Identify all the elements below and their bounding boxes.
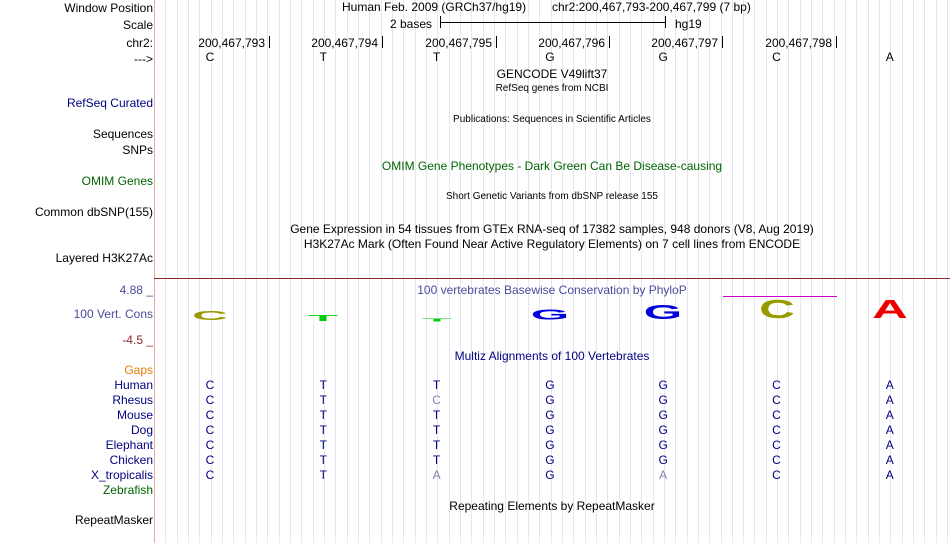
alignment-base: A — [885, 393, 894, 407]
alignment-base: T — [319, 408, 327, 422]
repeatmasker-track-title: Repeating Elements by RepeatMasker — [449, 499, 655, 513]
label-divider — [154, 0, 155, 543]
grid-line — [415, 0, 416, 543]
grid-line — [800, 0, 801, 543]
grid-line — [698, 0, 699, 543]
alignment-base: C — [205, 408, 215, 422]
species-label[interactable]: Zebrafish — [102, 483, 153, 497]
grid-line — [687, 0, 688, 543]
alignment-base: G — [658, 393, 668, 407]
ruler-tick — [269, 36, 270, 48]
alignment-base: A — [885, 423, 894, 437]
ruler-position-label: 200,467,794 — [311, 36, 378, 50]
ruler-position-label: 200,467,798 — [765, 36, 832, 50]
grid-line — [675, 0, 676, 543]
alignment-base: T — [319, 453, 327, 467]
alignment-base: C — [205, 438, 215, 452]
grid-line — [460, 0, 461, 543]
grid-line — [403, 0, 404, 543]
repeatmasker-label[interactable]: RepeatMasker — [74, 513, 153, 527]
grid-line — [392, 0, 393, 543]
grid-line — [947, 0, 948, 543]
publications-track-title: Publications: Sequences in Scientific Articles — [453, 114, 651, 125]
snps-label[interactable]: SNPs — [122, 143, 153, 157]
conservation-letter: G — [643, 299, 683, 324]
vert-cons-label[interactable]: 100 Vert. Cons — [73, 307, 153, 321]
alignment-base: A — [659, 468, 668, 482]
alignment-base: T — [432, 453, 441, 467]
cons-max-label: 4.88 _ — [119, 283, 153, 297]
alignment-base: G — [658, 423, 668, 437]
alignment-base: C — [772, 438, 781, 452]
species-label[interactable]: Chicken — [109, 453, 153, 467]
alignment-base: C — [205, 423, 215, 437]
alignment-base: C — [205, 378, 215, 392]
gtex-track-title: Gene Expression in 54 tissues from GTEx RNA-seq of 17382 samples, 948 donors (V8, Aug 2019) — [290, 222, 814, 236]
alignment-base: C — [772, 378, 781, 392]
conservation-letter: T — [308, 313, 339, 323]
grid-line — [834, 0, 835, 543]
species-label[interactable]: Rhesus — [112, 393, 153, 407]
alignment-base: T — [319, 393, 327, 407]
alignment-base: G — [658, 378, 668, 392]
refseq-track-title: RefSeq genes from NCBI — [495, 83, 609, 94]
strand-label[interactable]: ---> — [134, 52, 153, 66]
grid-line — [868, 0, 869, 543]
alignment-base: G — [545, 468, 555, 482]
grid-line — [856, 0, 857, 543]
alignment-base: G — [545, 438, 555, 452]
grid-line — [233, 0, 234, 543]
grid-line — [222, 0, 223, 543]
grid-line — [199, 0, 200, 543]
omim-track-title: OMIM Gene Phenotypes - Dark Green Can Be Disease-causing — [381, 159, 723, 173]
sequence-base: C — [205, 50, 215, 64]
grid-line — [188, 0, 189, 543]
alignment-base: C — [772, 453, 781, 467]
alignment-base: T — [432, 438, 441, 452]
h3k27ac-baseline — [154, 278, 950, 279]
ruler-tick — [836, 36, 837, 48]
cons-min-label: -4.5 _ — [122, 333, 153, 347]
grid-line — [936, 0, 937, 543]
alignment-base: T — [319, 438, 327, 452]
grid-line — [822, 0, 823, 543]
grid-line — [279, 0, 280, 543]
ruler-tick — [722, 36, 723, 48]
grid-line — [788, 0, 789, 543]
sequence-base: G — [545, 50, 555, 64]
layered-h3k27ac-label[interactable]: Layered H3K27Ac — [55, 251, 153, 265]
db-text: hg19 — [675, 17, 702, 31]
ruler-position-label: 200,467,796 — [538, 36, 605, 50]
alignment-base: A — [885, 468, 894, 482]
species-label[interactable]: Mouse — [116, 408, 153, 422]
grid-line — [721, 0, 722, 543]
alignment-base: A — [432, 468, 441, 482]
species-label[interactable]: X_tropicalis — [90, 468, 153, 482]
alignment-base: G — [545, 393, 555, 407]
grid-line — [347, 0, 348, 543]
position-text: chr2:200,467,793-200,467,799 (7 bp) — [552, 0, 751, 14]
grid-line — [471, 0, 472, 543]
alignment-base: G — [658, 453, 668, 467]
grid-line — [301, 0, 302, 543]
ruler-position-label: 200,467,793 — [198, 36, 265, 50]
refseq-curated-label[interactable]: RefSeq Curated — [66, 96, 153, 110]
conservation-letter: A — [871, 294, 908, 324]
alignment-base: G — [545, 423, 555, 437]
ruler-position-label: 200,467,797 — [651, 36, 718, 50]
chrom-label: chr2: — [126, 36, 153, 50]
conservation-letter: C — [758, 294, 795, 324]
ruler-tick — [382, 36, 383, 48]
grid-line — [913, 0, 914, 543]
alignment-base: C — [205, 453, 215, 467]
grid-line — [845, 0, 846, 543]
grid-line — [754, 0, 755, 543]
sequence-base: T — [319, 50, 327, 64]
alignment-base: C — [772, 408, 781, 422]
grid-line — [245, 0, 246, 543]
grid-line — [709, 0, 710, 543]
grid-line — [743, 0, 744, 543]
grid-line — [732, 0, 733, 543]
species-label[interactable]: Elephant — [105, 438, 153, 452]
grid-line — [381, 0, 382, 543]
dbsnp-track-title: Short Genetic Variants from dbSNP release 155 — [446, 191, 658, 202]
alignment-base: C — [772, 423, 781, 437]
alignment-base: G — [545, 453, 555, 467]
h3k27ac-track-title: H3K27Ac Mark (Often Found Near Active Regulatory Elements) on 7 cell lines from ENCODE — [303, 237, 801, 251]
grid-line — [267, 0, 268, 543]
alignment-base: C — [432, 393, 441, 407]
alignment-base: A — [885, 453, 894, 467]
alignment-base: A — [885, 408, 894, 422]
alignment-base: T — [432, 378, 441, 392]
grid-line — [766, 0, 767, 543]
grid-line — [256, 0, 257, 543]
alignment-base: A — [885, 378, 894, 392]
grid-line — [630, 0, 631, 543]
sequence-base: A — [885, 50, 894, 64]
gencode-track-title: GENCODE V49lift37 — [496, 67, 608, 81]
grid-line — [619, 0, 620, 543]
alignment-base: G — [658, 438, 668, 452]
alignment-base: T — [319, 468, 327, 482]
grid-line — [924, 0, 925, 543]
alignment-base: G — [545, 378, 555, 392]
grid-line — [641, 0, 642, 543]
alignment-base: A — [885, 438, 894, 452]
grid-line — [165, 0, 166, 543]
ruler-tick — [496, 36, 497, 48]
scale-text: 2 bases — [390, 17, 433, 31]
omim-genes-label[interactable]: OMIM Genes — [81, 174, 153, 188]
alignment-base: G — [658, 408, 668, 422]
sequence-base: G — [658, 50, 668, 64]
scale-bar — [440, 22, 666, 23]
alignment-base: T — [319, 378, 327, 392]
grid-line — [313, 0, 314, 543]
grid-line — [335, 0, 336, 543]
alignment-base: C — [772, 393, 781, 407]
grid-line — [358, 0, 359, 543]
conservation-letter: C — [192, 308, 228, 323]
window-position-label: Window Position — [64, 1, 153, 15]
ruler-tick — [609, 36, 610, 48]
grid-line — [177, 0, 178, 543]
species-label[interactable]: Human — [114, 378, 153, 392]
scale-label: Scale — [122, 18, 153, 32]
assembly-text: Human Feb. 2009 (GRCh37/hg19) — [342, 0, 527, 14]
grid-line — [811, 0, 812, 543]
species-label[interactable]: Dog — [130, 423, 153, 437]
sequence-base: C — [772, 50, 781, 64]
alignment-base: T — [432, 408, 441, 422]
grid-line — [902, 0, 903, 543]
grid-line — [369, 0, 370, 543]
grid-line — [483, 0, 484, 543]
grid-line — [426, 0, 427, 543]
ruler-position-label: 200,467,795 — [425, 36, 492, 50]
alignment-base: C — [772, 468, 781, 482]
alignment-base: G — [545, 408, 555, 422]
conservation-letter: G — [530, 306, 570, 324]
grid-line — [449, 0, 450, 543]
grid-line — [290, 0, 291, 543]
grid-line — [879, 0, 880, 543]
multiz-track-title: Multiz Alignments of 100 Vertebrates — [454, 349, 650, 363]
conservation-letter: T — [421, 316, 452, 323]
alignment-base: C — [205, 393, 215, 407]
phylop-track-title: 100 vertebrates Basewise Conservation by PhyloP — [417, 283, 687, 297]
alignment-base: T — [319, 423, 327, 437]
common-dbsnp-label[interactable]: Common dbSNP(155) — [34, 205, 153, 219]
alignment-base: T — [432, 423, 441, 437]
scale-bar-right-tick — [665, 16, 666, 28]
sequences-label[interactable]: Sequences — [92, 127, 153, 141]
alignment-base: C — [205, 468, 215, 482]
gaps-label[interactable]: Gaps — [124, 363, 153, 377]
grid-line — [653, 0, 654, 543]
sequence-base: T — [432, 50, 441, 64]
